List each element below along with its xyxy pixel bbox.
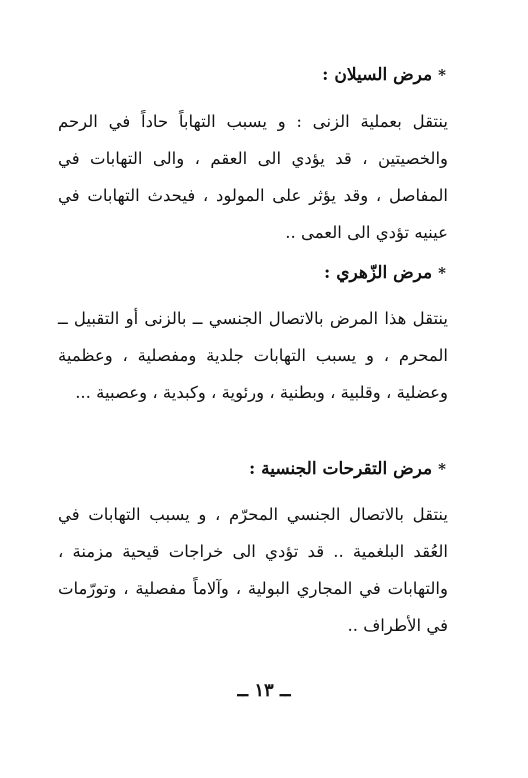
section-body-gonorrhea: ينتقل بعملية الزنى : و يسبب التهاباً حاداً في الرحم والخصيتين ، قد يؤدي الى العقم ، والى التهابات في المفاصل ، وقد يؤثر على المولود ، فيحدث التهابات في عينيه تؤدي الى العمى .. <box>58 112 448 242</box>
heading-text: مرض التقرحات الجنسية : <box>248 459 433 479</box>
star-bullet-icon: * <box>438 460 446 478</box>
star-bullet-icon: * <box>438 66 446 84</box>
heading-text: مرض الزّهري : <box>324 263 433 283</box>
star-bullet-icon: * <box>438 264 446 282</box>
heading-text: مرض السيلان : <box>322 65 433 85</box>
section-heading-gonorrhea <box>322 64 446 86</box>
section-heading-chancroid <box>249 458 446 480</box>
section-body-syphilis: ينتقل هذا المرض بالاتصال الجنسي ــ بالزنى أو التقبيل ــ المحرم ، و يسبب التهابات جلدية ومفصلية ، وعظمية وعضلية ، وقلبية ، وبطنية ، ورئوية ، وكبدية ، وعصبية ... <box>58 309 448 402</box>
section-heading-syphilis <box>324 262 446 284</box>
section-body-chancroid: ينتقل بالاتصال الجنسي المحرّم ، و يسبب التهابات في العُقد البلغمية .. قد تؤدي الى خراجات قيحية مزمنة ، والتهابات في المجاري البولية ، وآلاماً مفصلية ، وتورّمات في الأطراف .. <box>58 505 448 635</box>
page-number: ــ ١٣ ــ <box>237 680 291 701</box>
